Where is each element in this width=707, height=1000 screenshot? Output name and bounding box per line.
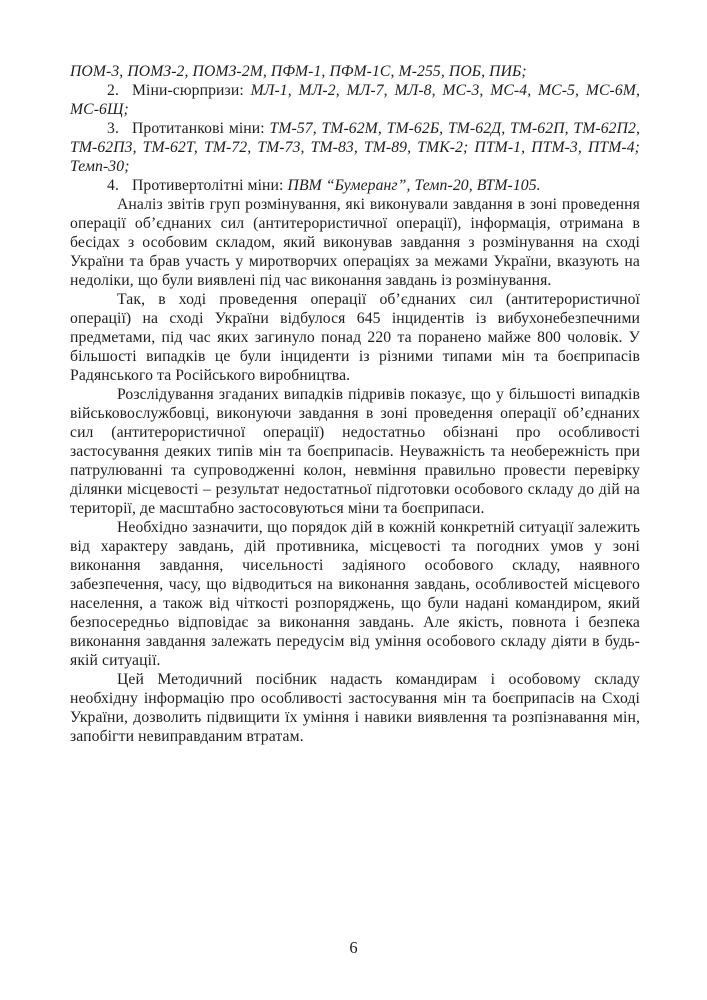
text-run: Розслідування згаданих випадків підривів показує, що у більшості випадків військовослужбовці, виконуючи завдання в зоні проведення операції об’єднаних сил (антитерористичної операції) недостатньо обізнані про особливості застосування деяких типів мін та боєприпасів. Неуважність та необережність при патрулюванні та супроводженні колон, невміння правильно провести перевірку ділянки місцевості – результат недостатньої підготовки особового складу до дій на території, де масштабно застосовуються міни та боєприпаси. (70, 386, 640, 517)
page-number: 6 (349, 938, 358, 957)
list-item-number: 3. (107, 120, 119, 137)
text-run: Аналіз звітів груп розмінування, які виконували завдання в зоні проведення операції об’єднаних сил (антитерористичної операції), інформація, отримана в бесідах з особовим складом, який виконував завдання з розмінування на сході України та брав участь у миротворчих операціях за межами України, вказують на недоліки, що були виявлені під час виконання завдань із розмінування. (70, 196, 640, 289)
text-run: Противертолітні міни: (131, 177, 288, 194)
paragraph (70, 195, 640, 290)
paragraph (70, 518, 640, 670)
paragraph (70, 670, 640, 746)
text-run: Цей Методичний посібник надасть командирам і особовому складу необхідну інформацію про особливості застосування мін та боєприпасів на Сході України, дозволить підвищити їх уміння і навики виявлення та розпізнавання мін, запобігти невиправданим втратам. (70, 671, 640, 745)
list-item (70, 81, 640, 119)
list-item (70, 176, 640, 195)
paragraph (70, 290, 640, 385)
text-run-italic: ПВМ “Бумеранг”, Темп-20, ВТМ-105. (287, 177, 541, 194)
page-content (70, 62, 640, 746)
text-run-italic: ТМ-57, ТМ-62М, ТМ-62Б, ТМ-62Д, ТМ-62П, ТМ-62П2, ТМ-62П3, ТМ-62Т, ТМ-72, ТМ-73, ТМ-83, ТМ-89, ТМК-2; ПТМ-1, ПТМ-3, ПТМ-4; Темп-30; (70, 120, 640, 175)
list-item-number: 4. (107, 177, 119, 194)
text-run-italic: МЛ-1, МЛ-2, МЛ-7, МЛ-8, МС-3, МС-4, МС-5, МС-6М, МС-6Щ; (70, 82, 640, 118)
text-run: Протитанкові міни: (131, 120, 270, 137)
list-item-number: 2. (107, 82, 119, 99)
text-run: Так, в ході проведення операції об’єднаних сил (антитерористичної операції) на сході України відбулося 645 інцидентів із вибухонебезпечними предметами, під час яких загинуло понад 220 та поранено майже 800 чоловік. У більшості випадків це були інциденти із різними типами мін та боєприпасів Радянського та Російського виробництва. (70, 291, 640, 384)
paragraph (70, 385, 640, 518)
text-run-italic: ПОМ-3, ПОМЗ-2, ПОМЗ-2М, ПФМ-1, ПФМ-1С, М-255, ПОБ, ПИБ; (70, 63, 527, 80)
text-run: Міни-сюрпризи: (131, 82, 251, 99)
paragraph (70, 62, 640, 81)
list-item (70, 119, 640, 176)
text-run: Необхідно зазначити, що порядок дій в кожній конкретній ситуації залежить від характеру завдань, дій противника, місцевості та погодних умов у зоні виконання завдання, чисельності задіяного особового складу, наявного забезпечення, часу, що відводиться на виконання завдань, особливостей місцевого населення, а також від чіткості розпоряджень, що були надані командиром, який безпосередньо відповідає за виконання завдань. Але якість, повнота і безпека виконання завдання залежать передусім від уміння особового складу діяти в будь-якій ситуації. (70, 519, 640, 669)
